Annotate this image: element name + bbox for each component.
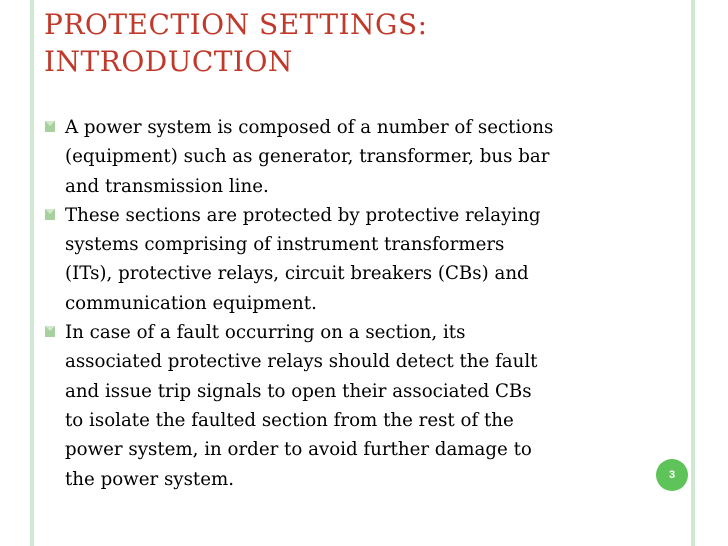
bullet-line: the power system. (65, 468, 235, 490)
square-bullet-icon (44, 325, 56, 338)
bullet-line: (equipment) such as generator, transformer, bus bar (65, 146, 550, 168)
title-line-2: INTRODUCTION (44, 45, 293, 78)
square-bullet-icon (44, 120, 56, 133)
right-divider (691, 0, 695, 546)
page-number-badge (656, 459, 688, 491)
bullet-line: associated protective relays should detect the fault (65, 351, 538, 373)
bullet-item (44, 318, 654, 494)
bullet-item (44, 201, 654, 318)
bullet-item (44, 113, 654, 201)
left-divider (30, 0, 34, 546)
bullet-line: systems comprising of instrument transformers (65, 234, 505, 256)
bullet-line: (ITs), protective relays, circuit breakers (CBs) and (65, 263, 529, 285)
bullet-line: communication equipment. (65, 292, 317, 314)
page-number: 3 (668, 469, 676, 481)
bullet-line: A power system is composed of a number of sections (65, 117, 554, 138)
bullet-line: In case of a fault occurring on a section, its (65, 322, 466, 344)
square-bullet-icon (44, 208, 56, 221)
bullet-line: These sections are protected by protective relaying (65, 204, 541, 226)
bullet-line: power system, in order to avoid further damage to (65, 439, 532, 461)
title-line-1: PROTECTION SETTINGS: (44, 8, 428, 41)
bullet-list (44, 113, 654, 494)
bullet-line: and issue trip signals to open their associated CBs (65, 380, 532, 402)
page-title (44, 6, 664, 80)
bullet-line: and transmission line. (65, 175, 269, 197)
bullet-line: to isolate the faulted section from the rest of the (65, 409, 514, 431)
